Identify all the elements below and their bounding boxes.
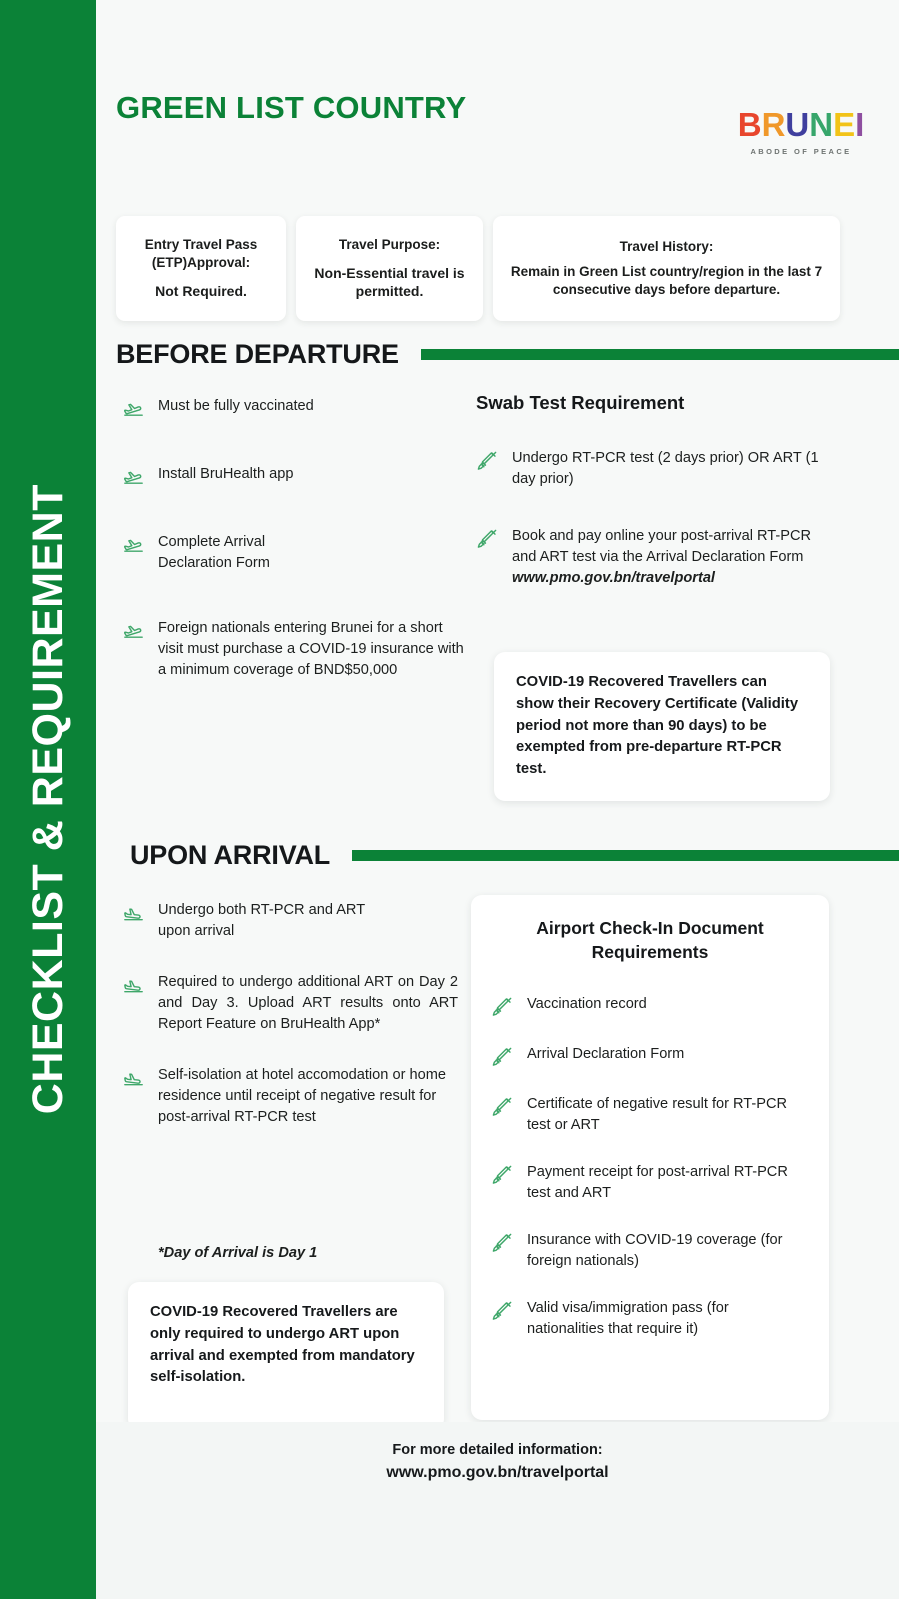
list-item-label: Undergo both RT-PCR and ART upon arrival — [158, 902, 365, 939]
list-item-label: Must be fully vaccinated — [158, 398, 314, 414]
list-item-label: Complete Arrival Declaration Form — [158, 534, 270, 571]
list-item-label: Required to undergo additional ART on Day 2 and Day 3. Upload ART results onto ART Report Feature on BruHealth App* — [158, 974, 458, 1032]
syringe-icon — [491, 1231, 514, 1254]
list-item — [122, 618, 472, 681]
list-item — [122, 464, 472, 488]
day-of-arrival-note: *Day of Arrival is Day 1 — [158, 1245, 318, 1261]
section-header-before-departure — [116, 339, 899, 370]
card-title: Travel Purpose: — [338, 236, 441, 252]
travel-portal-url[interactable]: www.pmo.gov.bn/travelportal — [512, 570, 715, 586]
list-item — [122, 900, 478, 942]
section-header-upon-arrival — [130, 840, 899, 871]
list-item-label: Insurance with COVID-19 coverage (for foreign nationals) — [527, 1232, 783, 1270]
brunei-wordmark — [716, 108, 886, 141]
syringe-icon — [491, 995, 514, 1018]
before-departure-left-list — [122, 396, 472, 681]
list-item — [491, 994, 809, 1018]
footer-url[interactable]: www.pmo.gov.bn/travelportal — [386, 1464, 609, 1481]
card-body: Non-Essential travel is permitted. — [314, 264, 465, 300]
airport-checkin-card — [471, 895, 829, 1420]
list-item-label: Valid visa/immigration pass (for nationalities that require it) — [527, 1300, 729, 1338]
brand-letter-e: E — [833, 106, 856, 143]
list-item — [122, 396, 472, 420]
card-body: Not Required. — [155, 282, 247, 299]
sidebar-banner — [0, 0, 96, 1599]
upon-arrival-left-list — [122, 900, 478, 1128]
swab-title: Swab Test Requirement — [476, 392, 685, 413]
syringe-icon — [491, 1299, 514, 1322]
list-item — [491, 1044, 809, 1068]
section-rule — [352, 850, 899, 861]
list-item-label: Vaccination record — [527, 996, 647, 1013]
list-item-label: Undergo RT-PCR test (2 days prior) OR ART (1 day prior) — [512, 450, 819, 487]
list-item-label: Arrival Declaration Form — [527, 1046, 685, 1063]
sidebar-title: CHECKLIST & REQUIREMENT — [23, 484, 72, 1115]
airport-card-title: Airport Check-In Document Requirements — [536, 918, 764, 962]
airplane-landing-icon — [122, 901, 145, 924]
brunei-logo — [716, 108, 886, 156]
airplane-landing-icon — [122, 973, 145, 996]
section-rule — [421, 349, 899, 360]
list-item-label: Payment receipt for post-arrival RT-PCR test and ART — [527, 1164, 788, 1202]
card-travel-history — [493, 216, 840, 321]
list-item — [491, 1162, 809, 1204]
main-content — [96, 0, 899, 1599]
list-item-label: Certificate of negative result for RT-PCR test or ART — [527, 1096, 788, 1134]
list-item-text: Book and pay online your post-arrival RT-PCR and ART test via the Arrival Declaration Form — [512, 528, 812, 565]
list-item — [122, 1065, 478, 1128]
page-footer — [96, 1422, 899, 1599]
brand-letter-n: N — [809, 106, 834, 143]
airplane-landing-icon — [122, 1066, 145, 1089]
airplane-takeoff-icon — [122, 465, 145, 488]
airplane-takeoff-icon — [122, 619, 145, 642]
list-item — [491, 1298, 809, 1340]
card-entry-travel-pass — [116, 216, 286, 321]
card-title: Entry Travel Pass (ETP)Approval: — [144, 237, 258, 271]
airplane-takeoff-icon — [122, 533, 145, 556]
section-title: BEFORE DEPARTURE — [116, 339, 399, 369]
page-header — [116, 88, 886, 188]
note-recovered-travellers-arrival: COVID-19 Recovered Travellers are only required to undergo ART upon arrival and exempted from mandatory self-isolation. — [128, 1282, 444, 1430]
swab-test-requirement — [476, 392, 876, 589]
syringe-icon — [491, 1163, 514, 1186]
brand-letter-i: I — [855, 106, 865, 143]
card-title: Travel History: — [619, 238, 714, 254]
list-item — [122, 532, 472, 574]
page-title: GREEN LIST COUNTRY — [116, 90, 467, 125]
list-item — [491, 1094, 809, 1136]
brand-letter-b: B — [737, 106, 762, 143]
list-item-label — [512, 526, 812, 589]
syringe-icon — [476, 449, 499, 472]
card-travel-purpose — [296, 216, 483, 321]
brand-letter-u: U — [785, 106, 810, 143]
list-item — [476, 448, 876, 490]
list-item-label: Self-isolation at hotel accomodation or home residence until receipt of negative result for post-arrival RT-PCR test — [158, 1067, 446, 1125]
list-item-label: Install BruHealth app — [158, 466, 294, 482]
card-body: Remain in Green List country/region in the last 7 consecutive days before departure. — [510, 264, 823, 298]
brand-letter-r: R — [761, 106, 786, 143]
syringe-icon — [491, 1095, 514, 1118]
syringe-icon — [491, 1045, 514, 1068]
syringe-icon — [476, 527, 499, 550]
airplane-takeoff-icon — [122, 397, 145, 420]
list-item — [476, 526, 876, 589]
list-item-label: Foreign nationals entering Brunei for a short visit must purchase a COVID-19 insurance with a minimum coverage of BND$50,000 — [158, 620, 464, 678]
brand-tagline: ABODE OF PEACE — [750, 147, 852, 156]
footer-line-1: For more detailed information: — [392, 1442, 603, 1458]
note-recovered-travellers-departure: COVID-19 Recovered Travellers can show their Recovery Certificate (Validity period not more than 90 days) to be exempted from pre-departure RT-PCR test. — [494, 652, 830, 801]
section-title: UPON ARRIVAL — [130, 840, 331, 870]
list-item — [491, 1230, 809, 1272]
summary-cards — [116, 216, 899, 321]
list-item — [122, 972, 478, 1035]
